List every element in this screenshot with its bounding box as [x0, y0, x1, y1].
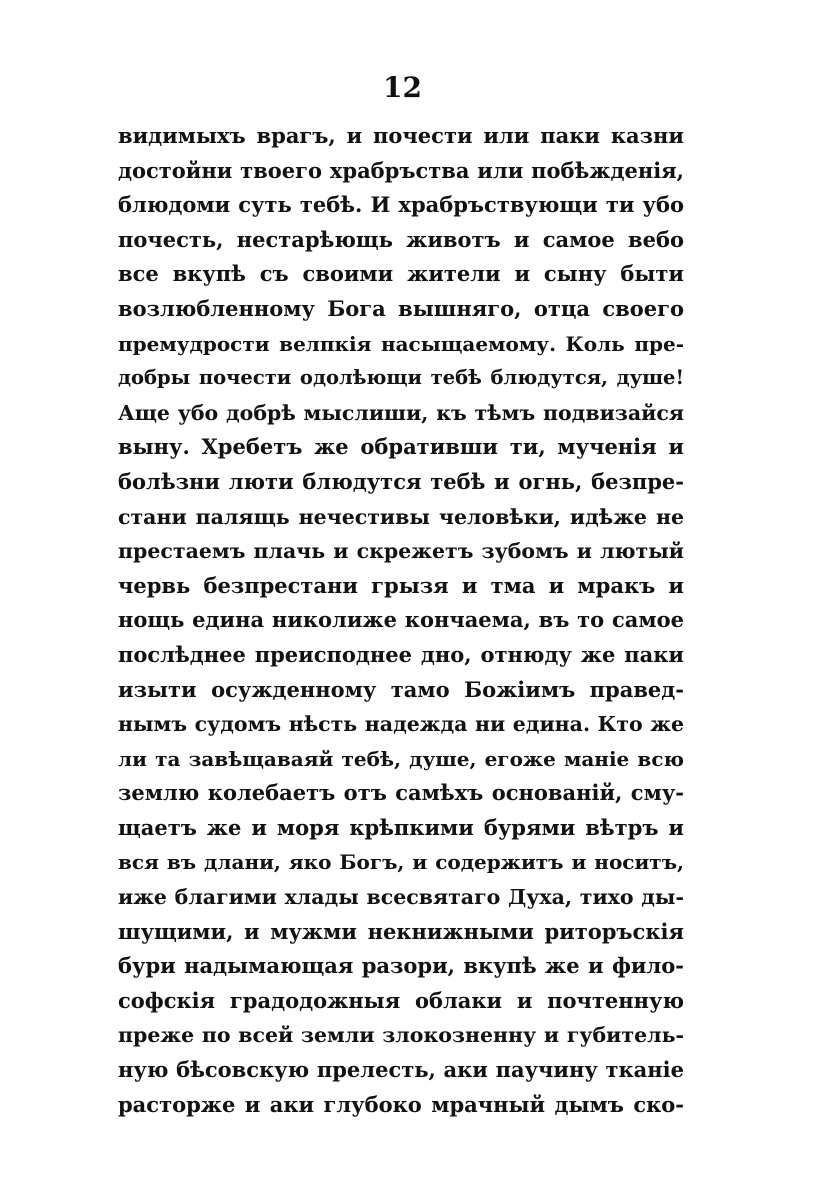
text-line: иже благими хлады всесвятаго Духа, тихо ды-	[118, 885, 684, 910]
text-line: щаетъ же и моря крѣпкими бурями вѣтръ и	[118, 814, 684, 840]
text-line: возлюбленному Бога вышняго, отца своего	[118, 295, 684, 321]
text-line: софскія градодожныя облаки и почтенную	[118, 987, 684, 1013]
text-line: премудрости велпкія насыщаемому. Коль пре-	[118, 331, 684, 356]
text-line: ную бѣсовскую прелесть, аки паучину тканіе	[118, 1057, 684, 1083]
text-line: Аще убо добрѣ мыслиши, къ тѣмъ подвизайся	[118, 400, 684, 425]
text-line: добры почести одолѣющи тебѣ блюдутся, душе!	[118, 366, 684, 390]
text-line: видимыхъ врагъ, и почести или паки казни	[118, 123, 684, 148]
text-line: нымъ судомъ нѣсть надежда ни едина. Кто же	[118, 712, 684, 737]
text-line: престаемъ плачь и скрежетъ зубомъ и лютый	[118, 539, 684, 564]
text-line: стани палящь нечестивы человѣки, идѣже не	[118, 504, 684, 529]
text-line: расторже и аки глубоко мрачный дымъ ско-	[118, 1091, 684, 1117]
text-line: почесть, нестарѣющь животъ и самое вебо	[118, 226, 684, 252]
text-line: бури надымающая разори, вкупѣ же и фило-	[118, 953, 684, 979]
text-line: выну. Хребетъ же обративши ти, мученія и	[118, 434, 684, 460]
text-line: болѣзни люти блюдутся тебѣ и огнь, безпре-	[118, 468, 684, 494]
text-line: достойни твоего храбръства или побѣжденія,	[118, 157, 684, 183]
text-line: все вкупѣ съ своими жители и сыну быти	[118, 261, 684, 287]
text-line: червь безпрестани грызя и тма и мракъ и	[118, 572, 684, 598]
page-number: 12	[383, 71, 422, 104]
text-line: блюдоми суть тебѣ. И храбръствующи ти убо	[118, 192, 684, 218]
body-text	[118, 119, 684, 1122]
text-line: нощь едина николиже кончаема, въ то самое	[118, 607, 684, 633]
text-line: изыти осужденному тамо Божіимъ правед-	[118, 676, 684, 702]
text-line: шущими, и мужми некнижными риторъскія	[118, 918, 684, 944]
text-line: ли та завѣщаваяй тебѣ, душе, егоже маніе всю	[118, 746, 684, 771]
text-line: вся въ длани, яко Богъ, и содержитъ и носитъ,	[118, 850, 684, 875]
text-line: землю колебаетъ отъ самѣхъ основаній, сму-	[118, 780, 684, 806]
text-line: послѣднее преисподнее дно, отнюду же паки	[118, 641, 684, 667]
text-line: преже по всей земли злокозненну и губитель-	[118, 1023, 684, 1048]
